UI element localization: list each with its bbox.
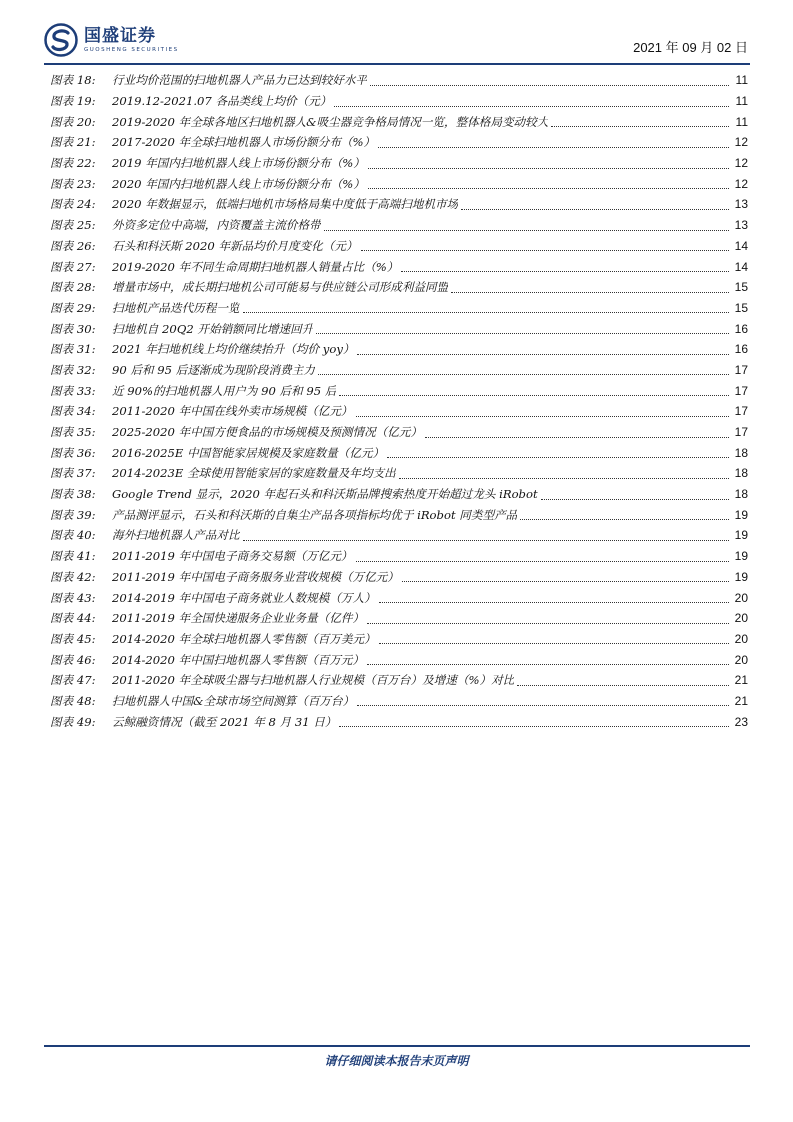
toc-entry-label: 图表 29: bbox=[50, 300, 96, 315]
toc-entry-title: 云鲸融资情况（截至 2021 年 8 月 31 日） bbox=[112, 714, 337, 729]
toc-entry[interactable] bbox=[50, 236, 748, 257]
toc-leader-dots bbox=[402, 571, 729, 582]
toc-entry[interactable] bbox=[50, 546, 748, 567]
toc-entry[interactable] bbox=[50, 360, 748, 381]
toc-leader-dots bbox=[451, 282, 729, 293]
toc-entry-title: 海外扫地机器人产品对比 bbox=[112, 528, 240, 543]
toc-entry-label: 图表 32: bbox=[50, 362, 96, 377]
toc-entry-title: 2011-2020 年全球吸尘器与扫地机器人行业规模（百万台）及增速（%）对比 bbox=[112, 673, 515, 688]
toc-leader-dots bbox=[399, 468, 729, 479]
toc-entry-page: 15 bbox=[734, 300, 748, 315]
toc-entry-title: 2020 年数据显示，低端扫地机市场格局集中度低于高端扫地机市场 bbox=[112, 197, 459, 212]
toc-entry[interactable] bbox=[50, 298, 748, 319]
toc-entry-title: 2019-2020 年全球各地区扫地机器人&吸尘器竞争格局情况一览，整体格局变动较大 bbox=[112, 114, 549, 129]
toc-entry[interactable] bbox=[50, 380, 748, 401]
toc-entry[interactable] bbox=[50, 525, 748, 546]
toc-entry-page: 20 bbox=[734, 611, 748, 626]
toc-entry-page: 19 bbox=[734, 528, 748, 543]
toc-entry-page: 11 bbox=[735, 94, 748, 109]
toc-entry-title: 石头和科沃斯 2020 年新品均价月度变化（元） bbox=[112, 238, 358, 253]
toc-entry-title: 2011-2019 年中国电子商务交易额（万亿元） bbox=[112, 549, 353, 564]
page-header bbox=[44, 22, 750, 62]
toc-leader-dots bbox=[461, 199, 729, 210]
toc-entry-page: 11 bbox=[735, 73, 748, 88]
toc-entry-label: 图表 19: bbox=[50, 94, 96, 109]
toc-entry[interactable] bbox=[50, 711, 748, 732]
toc-entry-page: 18 bbox=[734, 445, 748, 460]
toc-leader-dots bbox=[339, 716, 729, 727]
toc-entry-page: 21 bbox=[734, 673, 748, 688]
toc-entry[interactable] bbox=[50, 194, 748, 215]
toc-entry-page: 19 bbox=[734, 569, 748, 584]
toc-entry-label: 图表 31: bbox=[50, 342, 96, 357]
toc-leader-dots bbox=[425, 427, 729, 438]
toc-leader-dots bbox=[378, 137, 729, 148]
toc-entry-page: 11 bbox=[735, 114, 748, 129]
toc-entry-label: 图表 22: bbox=[50, 156, 96, 171]
toc-entry-label: 图表 18: bbox=[50, 73, 96, 88]
toc-entry-page: 13 bbox=[734, 218, 748, 233]
toc-leader-dots bbox=[368, 158, 729, 169]
toc-entry-label: 图表 37: bbox=[50, 466, 96, 481]
toc-leader-dots bbox=[379, 592, 729, 603]
toc-leader-dots bbox=[551, 116, 729, 127]
toc-leader-dots bbox=[356, 406, 729, 417]
toc-entry[interactable] bbox=[50, 463, 748, 484]
toc-entry-page: 18 bbox=[734, 466, 748, 481]
toc-entry-page: 20 bbox=[734, 590, 748, 605]
toc-entry-page: 12 bbox=[734, 176, 748, 191]
brand-logo bbox=[44, 22, 179, 58]
toc-leader-dots bbox=[517, 675, 729, 686]
toc-leader-dots bbox=[243, 530, 729, 541]
toc-entry-page: 17 bbox=[734, 383, 748, 398]
toc-entry-title: 近 90%的扫地机器人用户为 90 后和 95 后 bbox=[112, 383, 337, 398]
toc-leader-dots bbox=[367, 613, 729, 624]
toc-entry-label: 图表 47: bbox=[50, 673, 96, 688]
toc-leader-dots bbox=[387, 447, 729, 458]
toc-entry[interactable] bbox=[50, 91, 748, 112]
toc-entry-title: 2011-2019 年中国电子商务服务业营收规模（万亿元） bbox=[112, 569, 399, 584]
toc-entry-title: 2011-2020 年中国在线外卖市场规模（亿元） bbox=[112, 404, 353, 419]
toc-entry-title: 外资多定位中高端，内资覆盖主流价格带 bbox=[112, 218, 321, 233]
toc-entry-label: 图表 49: bbox=[50, 714, 96, 729]
toc-entry[interactable] bbox=[50, 173, 748, 194]
toc-leader-dots bbox=[370, 75, 729, 86]
toc-leader-dots bbox=[379, 633, 729, 644]
toc-entry-label: 图表 35: bbox=[50, 425, 96, 440]
toc-entry-page: 14 bbox=[734, 259, 748, 274]
brand-name-en: GUOSHENG SECURITIES bbox=[84, 47, 179, 53]
toc-entry-title: 2017-2020 年全球扫地机器人市场份额分布（%） bbox=[112, 135, 376, 150]
toc-entry-title: 扫地机自 20Q2 开始销额同比增速回升 bbox=[112, 321, 314, 336]
brand-name-cn: 国盛证券 bbox=[84, 26, 156, 46]
guosheng-logo-icon bbox=[44, 23, 78, 57]
toc-entry-title: 增量市场中，成长期扫地机公司可能易与供应链公司形成利益同盟 bbox=[112, 280, 449, 295]
toc-entry-page: 23 bbox=[734, 714, 748, 729]
toc-entry-label: 图表 30: bbox=[50, 321, 96, 336]
toc-entry-title: 行业均价范围的扫地机器人产品力已达到较好水平 bbox=[112, 73, 368, 88]
toc-entry-title: Google Trend 显示，2020 年起石头和科沃斯品牌搜索热度开始超过龙头 iRobot bbox=[112, 487, 538, 502]
figure-list bbox=[50, 70, 748, 732]
toc-entry-page: 19 bbox=[734, 549, 748, 564]
toc-entry[interactable] bbox=[50, 691, 748, 712]
toc-entry[interactable] bbox=[50, 587, 748, 608]
toc-entry-title: 2014-2020 年全球扫地机器人零售额（百万美元） bbox=[112, 631, 376, 646]
toc-entry[interactable] bbox=[50, 442, 748, 463]
toc-leader-dots bbox=[401, 261, 729, 272]
toc-entry-label: 图表 24: bbox=[50, 197, 96, 212]
toc-entry-page: 19 bbox=[734, 507, 748, 522]
toc-entry-label: 图表 25: bbox=[50, 218, 96, 233]
toc-entry-page: 17 bbox=[734, 425, 748, 440]
toc-entry-page: 16 bbox=[734, 321, 748, 336]
toc-entry[interactable] bbox=[50, 153, 748, 174]
toc-entry-label: 图表 43: bbox=[50, 590, 96, 605]
toc-leader-dots bbox=[316, 323, 729, 334]
toc-entry-label: 图表 34: bbox=[50, 404, 96, 419]
toc-entry[interactable] bbox=[50, 111, 748, 132]
toc-entry-title: 90 后和 95 后逐渐成为现阶段消费主力 bbox=[112, 362, 315, 377]
toc-entry-label: 图表 23: bbox=[50, 176, 96, 191]
toc-entry-page: 12 bbox=[734, 156, 748, 171]
toc-entry-page: 17 bbox=[734, 404, 748, 419]
toc-entry-label: 图表 40: bbox=[50, 528, 96, 543]
toc-entry-title: 2014-2019 年中国电子商务就业人数规模（万人） bbox=[112, 590, 376, 605]
toc-leader-dots bbox=[361, 240, 729, 251]
toc-entry-label: 图表 36: bbox=[50, 445, 96, 460]
toc-entry-label: 图表 33: bbox=[50, 383, 96, 398]
toc-entry-page: 12 bbox=[734, 135, 748, 150]
toc-leader-dots bbox=[339, 385, 729, 396]
toc-entry-title: 2014-2020 年中国扫地机器人零售额（百万元） bbox=[112, 652, 365, 667]
toc-entry[interactable] bbox=[50, 318, 748, 339]
toc-entry-label: 图表 27: bbox=[50, 259, 96, 274]
toc-entry[interactable] bbox=[50, 401, 748, 422]
footer-disclaimer: 请仔细阅读本报告末页声明 bbox=[324, 1054, 469, 1068]
toc-entry-page: 14 bbox=[734, 238, 748, 253]
toc-entry-page: 13 bbox=[734, 197, 748, 212]
toc-entry[interactable] bbox=[50, 339, 748, 360]
toc-leader-dots bbox=[357, 344, 729, 355]
toc-entry[interactable] bbox=[50, 484, 748, 505]
toc-entry-label: 图表 45: bbox=[50, 631, 96, 646]
toc-entry-label: 图表 38: bbox=[50, 487, 96, 502]
toc-entry[interactable] bbox=[50, 70, 748, 91]
toc-entry-title: 2025-2020 年中国方便食品的市场规模及预测情况（亿元） bbox=[112, 425, 423, 440]
toc-entry[interactable] bbox=[50, 277, 748, 298]
toc-entry-title: 2020 年国内扫地机器人线上市场份额分布（%） bbox=[112, 176, 365, 191]
toc-entry-label: 图表 46: bbox=[50, 652, 96, 667]
toc-leader-dots bbox=[334, 96, 729, 107]
toc-entry-label: 图表 21: bbox=[50, 135, 96, 150]
toc-entry-title: 2019.12-2021.07 各品类线上均价（元） bbox=[112, 94, 332, 109]
toc-entry-title: 2021 年扫地机线上均价继续抬升（均价 yoy） bbox=[112, 342, 355, 357]
toc-leader-dots bbox=[368, 178, 729, 189]
toc-entry-page: 16 bbox=[734, 342, 748, 357]
toc-entry-page: 17 bbox=[734, 362, 748, 377]
toc-entry-label: 图表 28: bbox=[50, 280, 96, 295]
toc-leader-dots bbox=[324, 220, 729, 231]
toc-entry-title: 2019 年国内扫地机器人线上市场份额分布（%） bbox=[112, 156, 365, 171]
toc-entry-label: 图表 39: bbox=[50, 507, 96, 522]
toc-entry-title: 产品测评显示，石头和科沃斯的自集尘产品各项指标均优于 iRobot 同类型产品 bbox=[112, 507, 518, 522]
toc-entry-title: 2016-2025E 中国智能家居规模及家庭数量（亿元） bbox=[112, 445, 385, 460]
toc-leader-dots bbox=[243, 302, 729, 313]
toc-entry-page: 18 bbox=[734, 487, 748, 502]
toc-entry-title: 2011-2019 年全国快递服务企业业务量（亿件） bbox=[112, 611, 365, 626]
toc-entry-label: 图表 48: bbox=[50, 693, 96, 708]
toc-leader-dots bbox=[541, 489, 729, 500]
toc-leader-dots bbox=[318, 364, 729, 375]
toc-entry[interactable] bbox=[50, 608, 748, 629]
header-divider bbox=[44, 63, 750, 65]
toc-entry[interactable] bbox=[50, 629, 748, 650]
toc-leader-dots bbox=[520, 509, 729, 520]
toc-entry[interactable] bbox=[50, 567, 748, 588]
footer-divider bbox=[44, 1045, 750, 1047]
toc-entry[interactable] bbox=[50, 649, 748, 670]
toc-entry-label: 图表 42: bbox=[50, 569, 96, 584]
toc-entry-label: 图表 44: bbox=[50, 611, 96, 626]
toc-entry-title: 2019-2020 年不同生命周期扫地机器人销量占比（%） bbox=[112, 259, 399, 274]
report-date: 2021 年 09 月 02 日 bbox=[633, 40, 748, 55]
toc-entry[interactable] bbox=[50, 132, 748, 153]
toc-entry[interactable] bbox=[50, 215, 748, 236]
toc-entry-title: 扫地机产品迭代历程一览 bbox=[112, 300, 240, 315]
toc-entry-page: 21 bbox=[734, 693, 748, 708]
toc-entry-label: 图表 41: bbox=[50, 549, 96, 564]
toc-entry-page: 20 bbox=[734, 631, 748, 646]
toc-entry-page: 20 bbox=[734, 652, 748, 667]
toc-leader-dots bbox=[357, 695, 729, 706]
toc-leader-dots bbox=[356, 551, 729, 562]
toc-entry[interactable] bbox=[50, 670, 748, 691]
toc-entry[interactable] bbox=[50, 504, 748, 525]
toc-entry-title: 扫地机器人中国&全球市场空间测算（百万台） bbox=[112, 693, 355, 708]
toc-entry-label: 图表 20: bbox=[50, 114, 96, 129]
toc-entry-label: 图表 26: bbox=[50, 238, 96, 253]
toc-leader-dots bbox=[367, 654, 729, 665]
toc-entry-page: 15 bbox=[734, 280, 748, 295]
toc-entry[interactable] bbox=[50, 422, 748, 443]
toc-entry-title: 2014-2023E 全球使用智能家居的家庭数量及年均支出 bbox=[112, 466, 396, 481]
toc-entry[interactable] bbox=[50, 256, 748, 277]
